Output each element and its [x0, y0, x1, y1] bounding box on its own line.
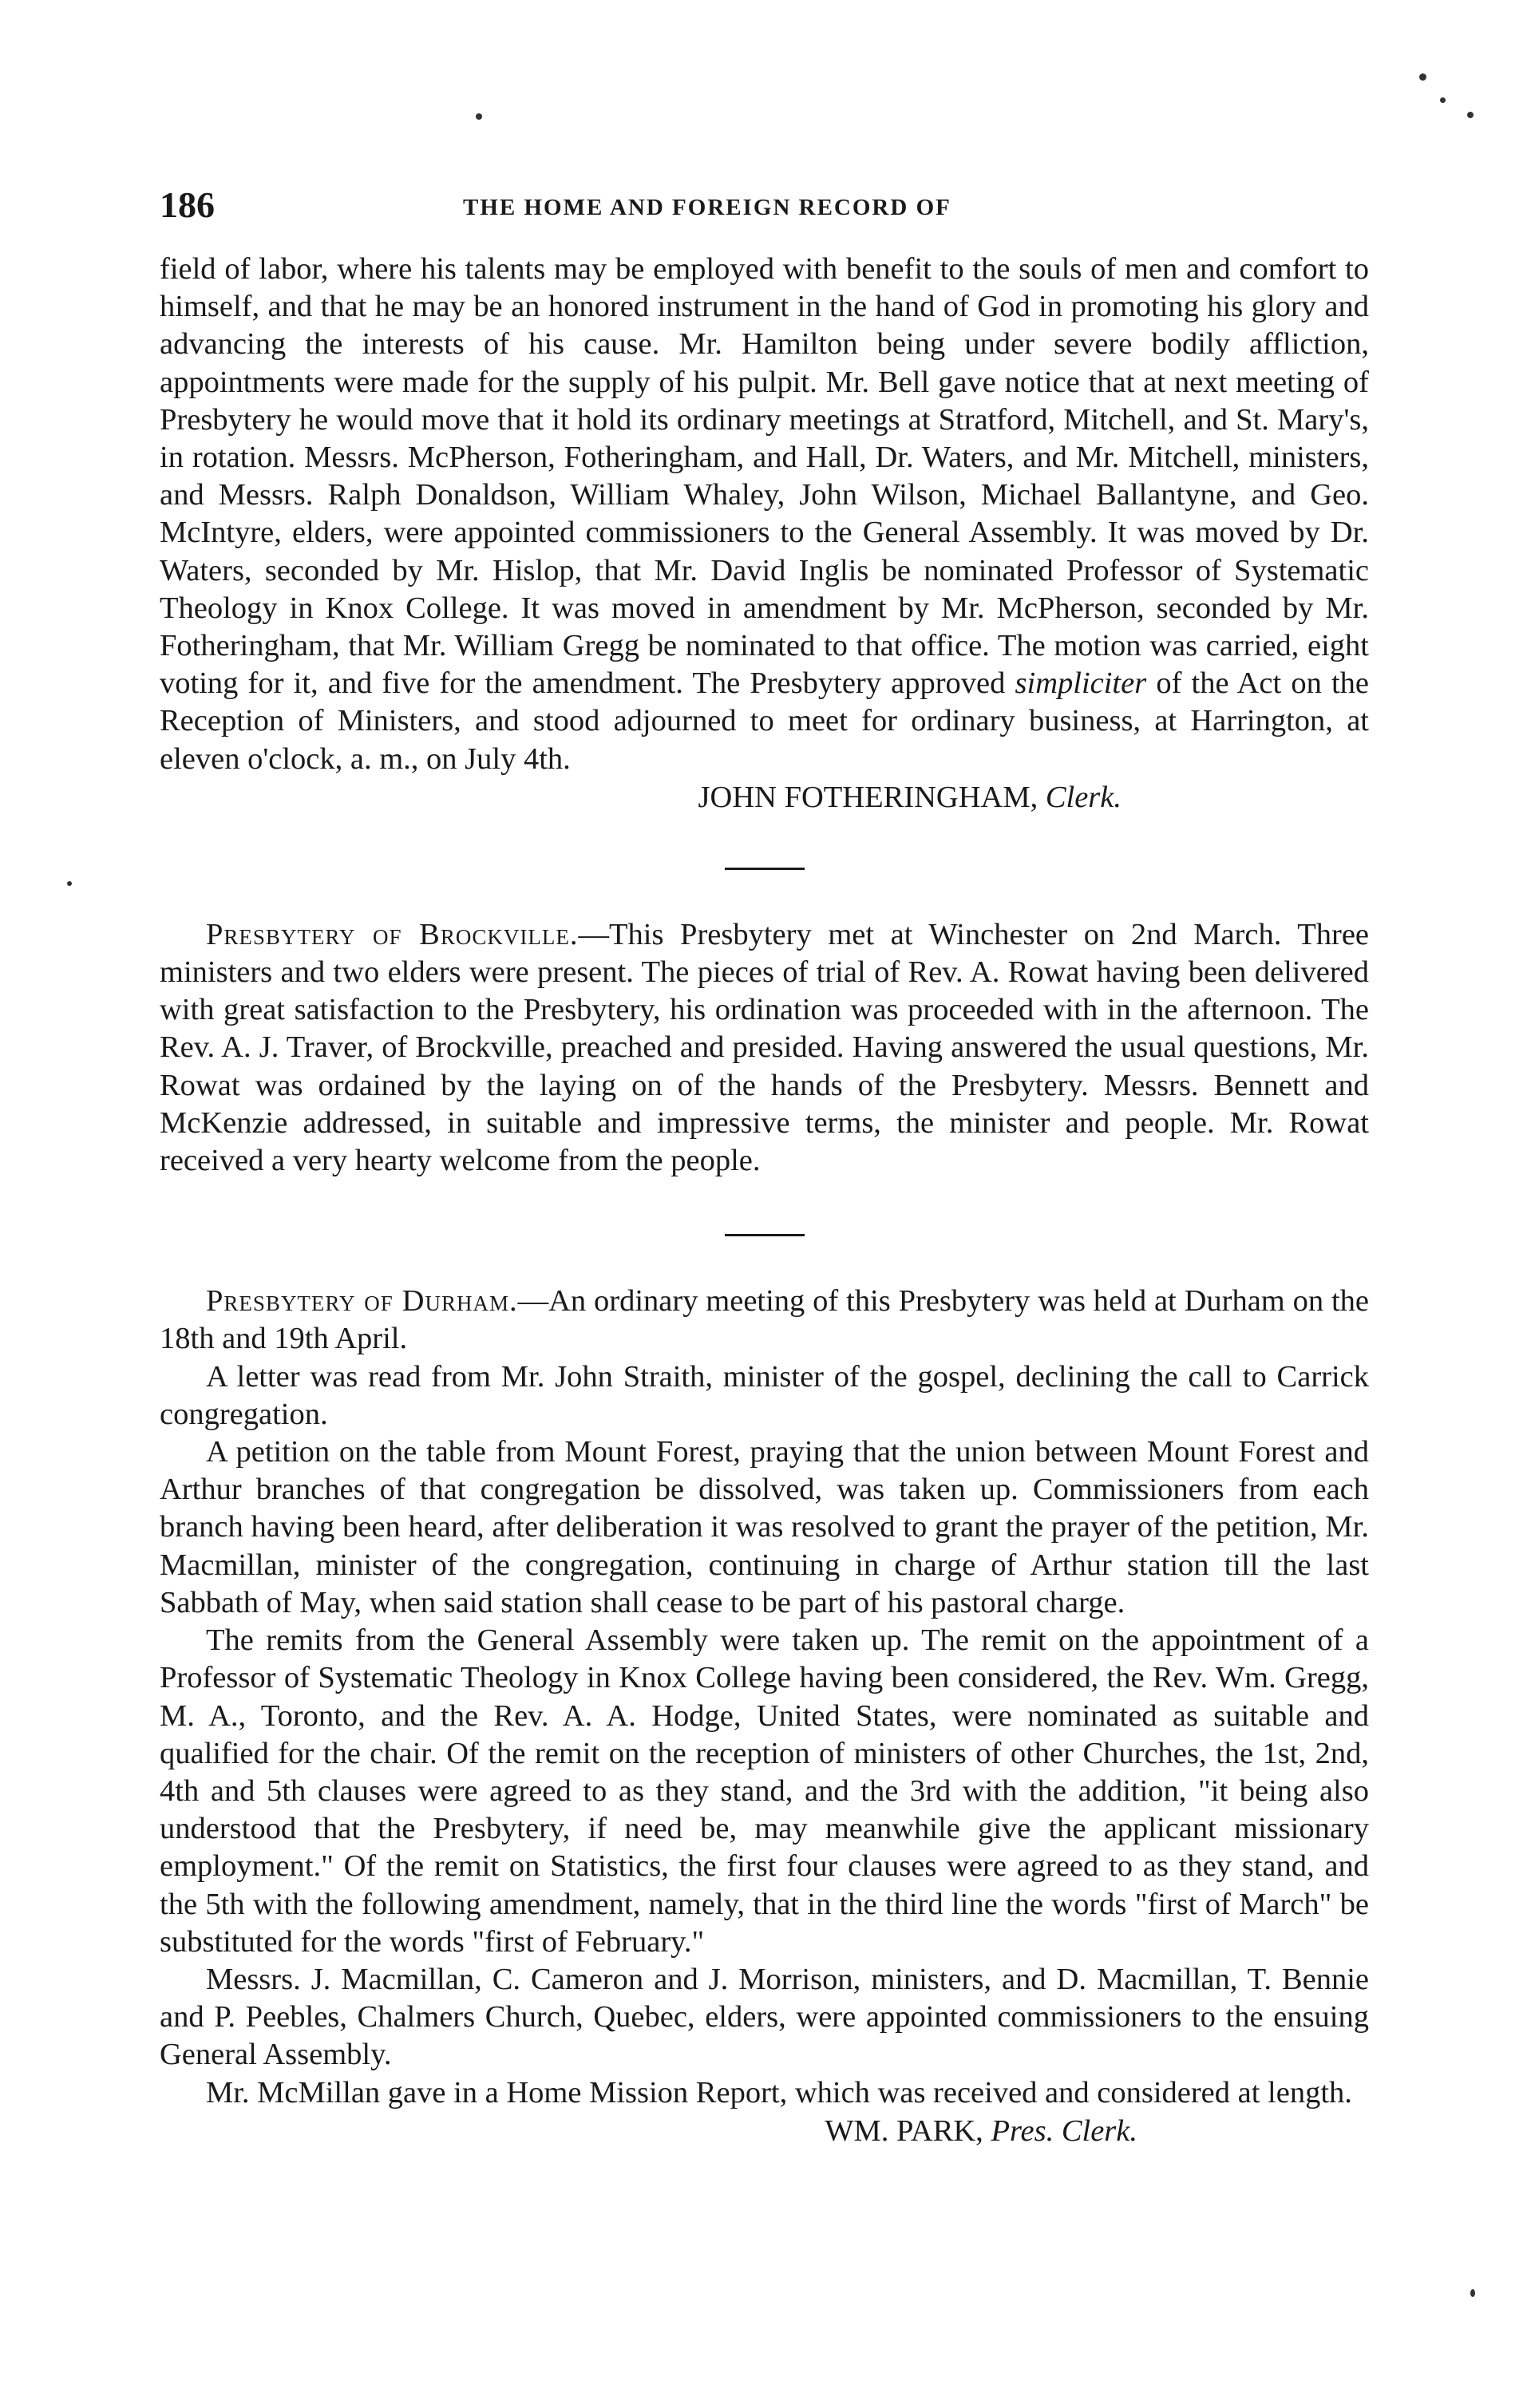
durham-paragraph: The remits from the General Assembly were taken up. The remit on the appointment of a Professor of Systematic Theology in Knox College having been considered, the Rev. Wm. Gregg, M. A., Toronto, and the Rev. A. A. Hodge, United States, were nominated as suitable and qualified for the chair. Of the remit on the reception of ministers of other Churches, the 1st, 2nd, 4th and 5th clauses were agreed to as they stand, and the 3rd with the addition, "it being also understood that the Presbytery, if need be, may meanwhile give the applicant missionary employment." Of the remit on Statistics, the first four clauses were agreed to as they stand, and the 5th with the following amendment, namely, that in the third line the words "first of March" be substituted for the words "first of February."	[160, 1623, 1369, 1959]
running-title: THE HOME AND FOREIGN RECORD OF	[463, 195, 951, 220]
durham-intro	[160, 1283, 1369, 1358]
print-speck	[476, 113, 482, 120]
page	[160, 184, 1369, 2150]
page-number: 186	[160, 184, 215, 225]
signature-name: WM. PARK,	[825, 2113, 983, 2148]
signature-fotheringham	[160, 778, 1369, 817]
durham-paragraph: Mr. McMillan gave in a Home Mission Report, which was received and considered at length.	[206, 2075, 1352, 2109]
paragraph-text: field of labor, where his talents may be employed with benefit to the souls of men and comfort to himself, and that he may be an honored instrument in the hand of God in promoting his glory and advancing the interests of his cause. Mr. Hamilton being under severe bodily affliction, appointments were made for the supply of his pulpit. Mr. Bell gave notice that at next meeting of Presbytery he would move that it hold its ordinary meetings at Stratford, Mitchell, and St. Mary's, in rotation. Messrs. McPherson, Fotheringham, and Hall, Dr. Waters, and Mr. Mitchell, ministers, and Messrs. Ralph Donaldson, William Whaley, John Wilson, Michael Ballantyne, and Geo. McIntyre, elders, were appointed commissioners to the General Assembly. It was moved by Dr. Waters, seconded by Mr. Hislop, that Mr. David Inglis be nominated Professor of Systematic Theology in Knox College. It was moved in amendment by Mr. McPherson, seconded by Mr. Fotheringham, that Mr. William Gregg be nominated to that office. The motion was carried, eight voting for it, and five for the amendment. The Presbytery approved	[160, 252, 1369, 701]
durham-paragraph: Messrs. J. Macmillan, C. Cameron and J. Morrison, ministers, and D. Macmillan, T. Bennie and P. Peebles, Chalmers Church, Quebec, elders, were appointed commissioners to the ensuing General Assembly.	[160, 1962, 1369, 2072]
signature-role: Pres. Clerk.	[991, 2113, 1137, 2148]
section-heading: Presbytery of Brockville.	[206, 917, 579, 951]
print-speck	[1470, 2289, 1475, 2297]
paragraph-text: of the Act on the Reception of Ministers, and stood adjourned to meet for ordinary business, at Harrington, at eleven o'clock, a. m., on July 4th.	[160, 666, 1370, 776]
section-heading: Presbytery of Durham.	[206, 1284, 518, 1319]
section-divider	[725, 868, 805, 870]
print-speck	[1440, 97, 1446, 103]
signature-role: Clerk.	[1045, 780, 1122, 814]
paragraph-text: —This Presbytery met at Winchester on 2nd March. Three ministers and two elders were present. The pieces of trial of Rev. A. Rowat having been delivered with great satisfaction to the Presbytery, his ordination was proceeded with in the afternoon. The Rev. A. J. Traver, of Brockville, preached and presided. Having answered the usual questions, Mr. Rowat was ordained by the laying on of the hands of the Presbytery. Messrs. Bennett and McKenzie addressed, in suitable and impressive terms, the minister and people. Mr. Rowat received a very hearty welcome from the people.	[160, 917, 1370, 1178]
brockville-report	[160, 916, 1369, 1180]
paragraph-text: —An ordinary meeting of this Presbytery was held at Durham on the 18th and 19th April.	[160, 1284, 1369, 1356]
section-divider	[725, 1234, 805, 1236]
page-header	[160, 184, 1369, 239]
continuation-paragraph	[160, 251, 1369, 778]
durham-paragraph: A petition on the table from Mount Forest, praying that the union between Mount Forest and Arthur branches of that congregation be dissolved, was taken up. Commissioners from each branch having been heard, after deliberation it was resolved to grant the prayer of the petition, Mr. Macmillan, minister of the congregation, continuing in charge of Arthur station till the last Sabbath of May, when said station shall cease to be part of his pastoral charge.	[160, 1435, 1369, 1619]
signature-name: JOHN FOTHERINGHAM,	[698, 780, 1038, 814]
signature-park	[160, 2112, 1369, 2150]
print-speck	[1467, 112, 1474, 118]
latin-term: simpliciter	[1015, 666, 1147, 701]
durham-paragraph: A letter was read from Mr. John Straith, minister of the gospel, declining the call to Carrick congregation.	[160, 1359, 1369, 1431]
print-speck	[1419, 73, 1426, 81]
print-speck	[67, 881, 72, 886]
